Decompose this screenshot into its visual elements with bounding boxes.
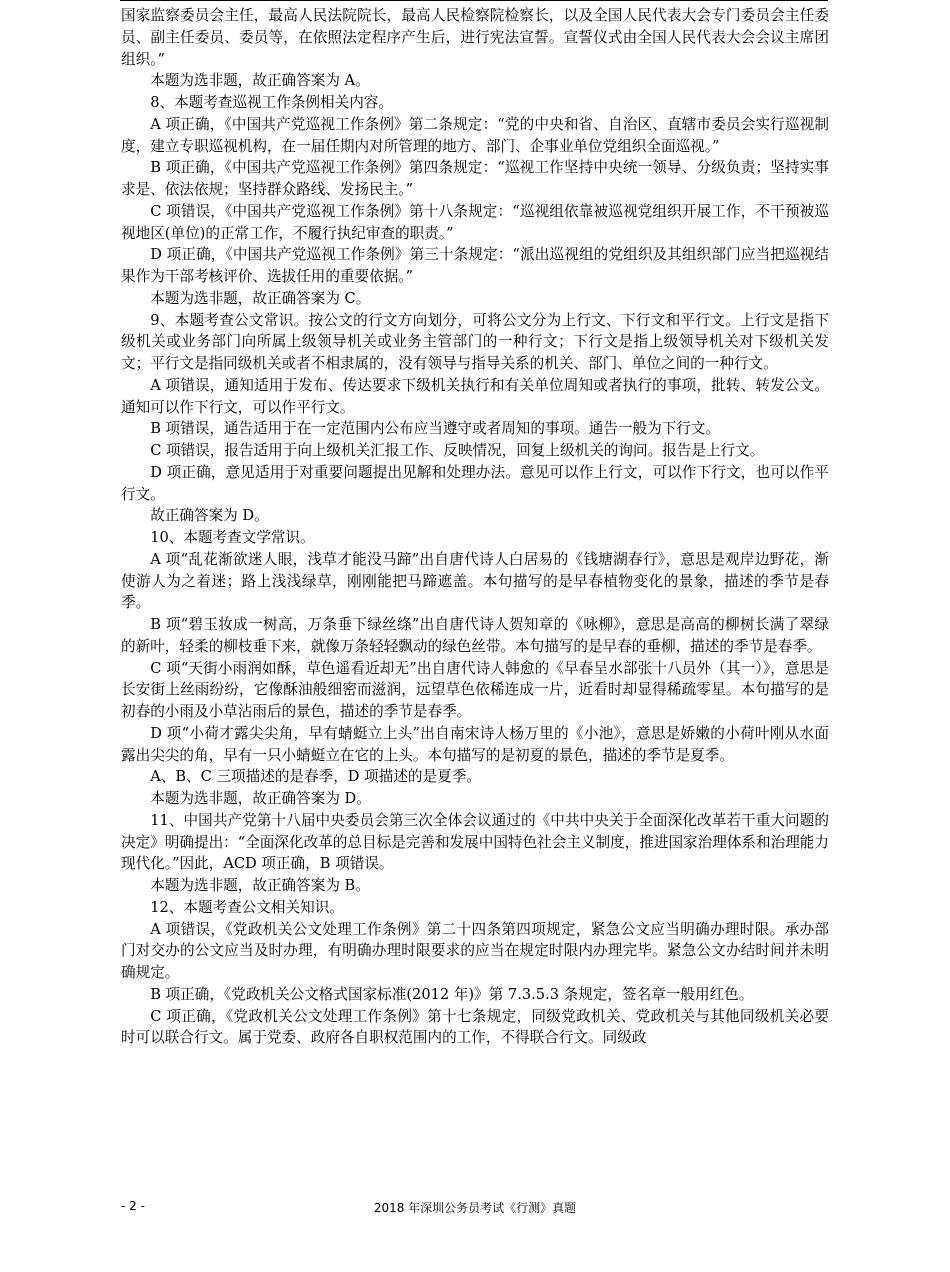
paragraph: C 项正确，《党政机关公文处理工作条例》第十七条规定，同级党政机关、党政机关与其他同级机关必要时可以联合行文。属于党委、政府各自职权范围内的工作，不得联合行文。同级政: [121, 1007, 829, 1047]
paragraph: 8、本题考查巡视工作条例相关内容。: [150, 94, 393, 111]
paragraph: 故正确答案为 D。: [150, 507, 269, 525]
paragraph: B 项正确，《中国共产党巡视工作条例》第四条规定：“巡视工作坚持中央统一领导、分级负责；坚持实事求是、依法依规；坚持群众路线、发扬民主。”: [121, 159, 829, 198]
footer-title: 2018 年深圳公务员考试《行测》真题: [373, 1201, 577, 1215]
paragraph: 9、本题考查公文常识。按公文的行文方向划分，可将公文分为上行文、下行文和平行文。上行文是指下级机关或业务部门向所属上级领导机关或业务主管部门的一种行文；下行文是指上级领导机关对下级机关发文；平行文是指同级机关或者不相隶属的，没有领导与指导关系的机关、部门、单位之间的一种行文。: [121, 311, 829, 372]
paragraph: 10、本题考查文学常识。: [150, 529, 315, 546]
paragraph: 国家监察委员会主任，最高人民法院院长，最高人民检察院检察长，以及全国人民代表大会专门委员会主任委员、副主任委员、委员等，在依照法定程序产生后，进行宪法宣誓。宣誓仪式由全国人民代表大会会议主席团组织。”: [121, 7, 829, 68]
paragraph: B 项正确，《党政机关公文格式国家标准(2012 年)》第 7.3.5.3 条规定，签名章一般用红色。: [150, 985, 754, 1003]
paragraph: 11、中国共产党第十八届中央委员会第三次全体会议通过的《中共中央关于全面深化改革若干重大问题的决定》明确提出：“全面深化改革的总目标是完善和发展中国特色社会主义制度，推进国家治理体系和治理能力现代化。”因此，ACD 项正确，B 项错误。: [121, 811, 829, 873]
paragraph: A 项正确，《中国共产党巡视工作条例》第二条规定：“党的中央和省、自治区、直辖市委员会实行巡视制度，建立专职巡视机构，在一届任期内对所管理的地方、部门、企事业单位党组织全面巡视。”: [121, 115, 829, 155]
paragraph: 本题为选非题，故正确答案为 C。: [150, 289, 371, 307]
page-number: - 2 -: [121, 1199, 145, 1213]
paragraph: B 项“碧玉妆成一树高，万条垂下绿丝绦”出自唐代诗人贺知章的《咏柳》，意思是高高的柳树长满了翠绿的新叶，轻柔的柳枝垂下来，就像万条轻轻飘动的绿色丝带。本句描写的是早春的垂柳，描述的季节是春季。: [121, 616, 829, 655]
paragraph: 本题为选非题，故正确答案为 B。: [150, 877, 370, 894]
paragraph: C 项错误，报告适用于向上级机关汇报工作、反映情况，回复上级机关的询问。报告是上行文。: [150, 442, 765, 459]
paragraph: A 项错误，通知适用于发布、传达要求下级机关执行和有关单位周知或者执行的事项，批转、转发公文。通知可以作下行文，可以作平行文。: [121, 376, 829, 416]
paragraph: B 项错误，通告适用于在一定范围内公布应当遵守或者周知的事项。通告一般为下行文。: [150, 420, 721, 438]
paragraph: 本题为选非题，故正确答案为 A。: [150, 72, 370, 90]
paragraph: D 项正确，《中国共产党巡视工作条例》第三十条规定：“派出巡视组的党组织及其组织部门应当把巡视结果作为干部考核评价、选拔任用的重要依据。”: [121, 246, 829, 285]
header-rule: [120, 0, 828, 1]
paragraph: A、B、C 三项描述的是春季，D 项描述的是夏季。: [150, 768, 481, 786]
paragraph: A 项“乱花渐欲迷人眼，浅草才能没马蹄”出自唐代诗人白居易的《钱塘湖春行》，意思是观岸边野花，渐使游人为之着迷；路上浅浅绿草，刚刚能把马蹄遮盖。本句描写的是早春植物变化的景象，描述的季节是春季。: [121, 550, 829, 612]
paragraph: 12、本题考查公文相关知识。: [150, 898, 344, 916]
paragraph: D 项“小荷才露尖尖角，早有蜻蜓立上头”出自南宋诗人杨万里的《小池》，意思是娇嫩的小荷叶刚从水面露出尖尖的角，早有一只小蜻蜓立在它的上头。本句描写的是初夏的景色，描述的季节是夏季。: [121, 724, 829, 764]
paragraph: C 项“天街小雨润如酥，草色遥看近却无”出自唐代诗人韩愈的《早春呈水部张十八员外（其一）》，意思是长安街上丝雨纷纷，它像酥油般细密而滋润，远望草色依稀连成一片，近看时却显得稀疏零星。本句描写的是初春的小雨及小草沾雨后的景色，描述的季节是春季。: [121, 659, 829, 720]
paragraph: A 项错误，《党政机关公文处理工作条例》第二十四条第四项规定，紧急公文应当明确办理时限。承办部门对交办的公文应当及时办理，有明确办理时限要求的应当在规定时限内办理完毕。紧急公文办结时间并未明确规定。: [121, 920, 829, 981]
paragraph: C 项错误，《中国共产党巡视工作条例》第十八条规定：“巡视组依靠被巡视党组织开展工作，不干预被巡视地区(单位)的正常工作，不履行执纪审查的职责。”: [121, 202, 829, 242]
document-body: [121, 5, 829, 1049]
paragraph: D 项正确，意见适用于对重要问题提出见解和处理办法。意见可以作上行文，可以作下行文，也可以作平行文。: [121, 463, 829, 503]
paragraph: 本题为选非题，故正确答案为 D。: [150, 790, 371, 807]
